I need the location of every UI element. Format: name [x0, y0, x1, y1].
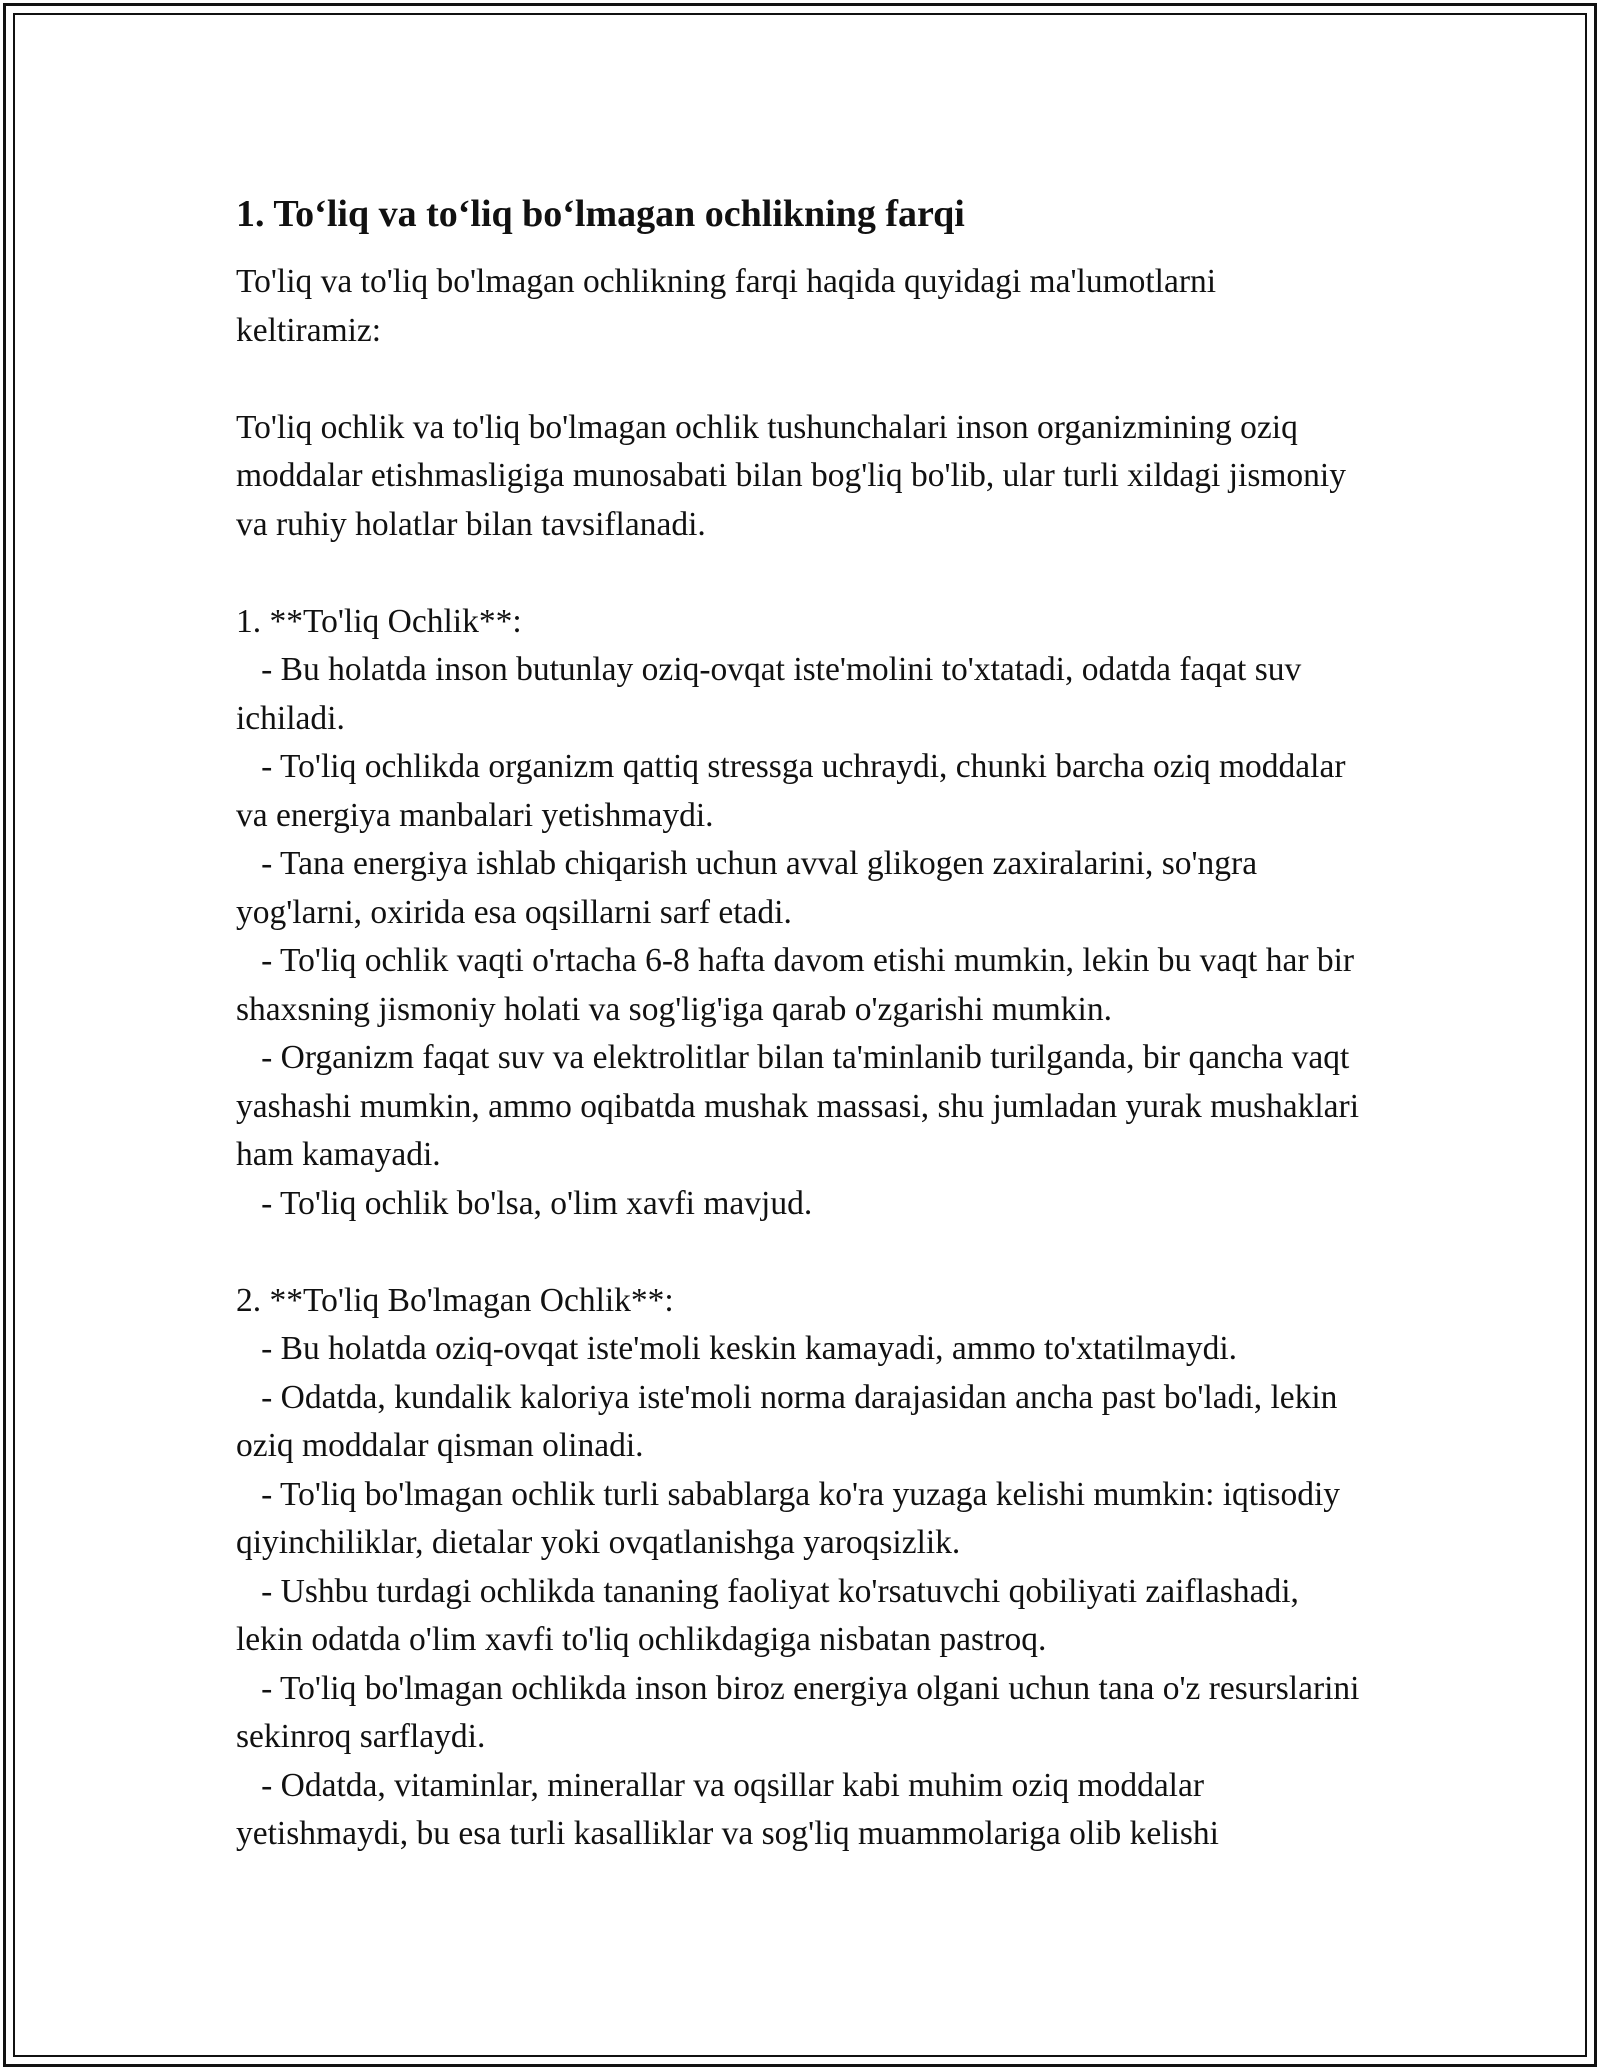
paragraph-spacer — [236, 1228, 1366, 1277]
list-item: - Organizm faqat suv va elektrolitlar bilan ta'minlanib turilganda, bir qancha vaqt yashashi mumkin, ammo oqibatda mushak massasi, shu jumladan yurak mushaklari ham kamayadi. — [236, 1039, 1368, 1173]
section-title: 2. **To'liq Bo'lmagan Ochlik**: — [236, 1281, 674, 1319]
list-item: - To'liq ochlikda organizm qattiq stressga uchraydi, chunki barcha oziq moddalar va energiya manbalari yetishmaydi. — [236, 748, 1354, 834]
list-item: - To'liq ochlik vaqti o'rtacha 6-8 hafta davom etishi mumkin, lekin bu vaqt har bir shaxsning jismoniy holati va sog'lig'iga qarab o'zgarishi mumkin. — [236, 942, 1363, 1028]
list-item: - Odatda, kundalik kaloriya iste'moli norma darajasidan ancha past bo'ladi, lekin oziq moddalar qisman olinadi. — [236, 1378, 1346, 1464]
list-item: - To'liq bo'lmagan ochlik turli sabablarga ko'ra yuzaga kelishi mumkin: iqtisodiy qiyinchiliklar, dietalar yoki ovqatlanishga yaroqsizlik. — [236, 1475, 1349, 1561]
list-item: - Odatda, vitaminlar, minerallar va oqsillar kabi muhim oziq moddalar yetishmaydi, bu esa turli kasalliklar va sog'liq muammolariga olib kelishi — [236, 1766, 1219, 1852]
list-item: - Bu holatda inson butunlay oziq-ovqat iste'molini to'xtatadi, odatda faqat suv ichiladi. — [236, 651, 1310, 737]
list-item: - Bu holatda oziq-ovqat iste'moli keskin kamayadi, ammo to'xtatilmaydi. — [236, 1330, 1238, 1367]
list-item: - To'liq ochlik bo'lsa, o'lim xavfi mavjud. — [236, 1184, 813, 1222]
list-item: - Ushbu turdagi ochlikda tananing faoliyat ko'rsatuvchi qobiliyati zaiflashadi, lekin odatda o'lim xavfi to'liq ochlikdagiga nisbatan pastroq. — [236, 1572, 1308, 1658]
intro-paragraph: To'liq va to'liq bo'lmagan ochlikning farqi haqida quyidagi ma'lumotlarni keltiramiz: — [236, 263, 1225, 349]
paragraph-spacer — [236, 355, 1366, 404]
paragraph-spacer — [236, 549, 1366, 598]
page-title: 1. To‘liq va to‘liq bo‘lmagan ochlikning farqi — [236, 193, 965, 235]
overview-paragraph: To'liq ochlik va to'liq bo'lmagan ochlik tushunchalari inson organizmining oziq moddalar etishmasligiga munosabati bilan bog'liq bo'lib, ular turli xildagi jismoniy va ruhiy holatlar bilan tavsiflanadi. — [236, 408, 1355, 543]
section-partial-hunger — [236, 1277, 1366, 1859]
document-body — [236, 186, 1366, 1859]
section-full-hunger — [236, 598, 1366, 1229]
list-item: - To'liq bo'lmagan ochlikda inson biroz energiya olgani uchun tana o'z resurslarini sekinroq sarflaydi. — [236, 1669, 1368, 1755]
section-title: 1. **To'liq Ochlik**: — [236, 602, 522, 640]
list-item: - Tana energiya ishlab chiqarish uchun avval glikogen zaxiralarini, so'ngra yog'larni, oxirida esa oqsillarni sarf etadi. — [236, 845, 1266, 931]
